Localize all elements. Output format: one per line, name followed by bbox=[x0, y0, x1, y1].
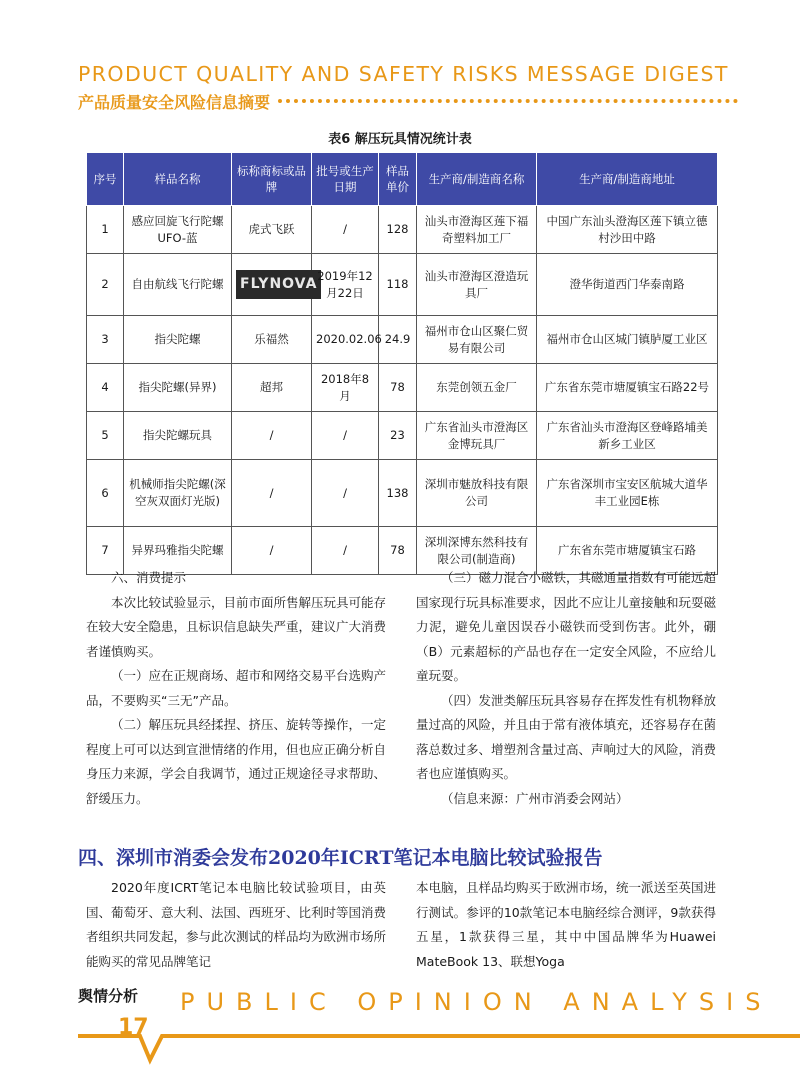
paragraph: （一）应在正规商场、超市和网络交易平台选购产品，不要购买“三无”产品。 bbox=[86, 668, 387, 708]
paragraph: （二）解压玩具经揉捏、挤压、旋转等操作，一定程度上可可以达到宣泄情绪的作用，但也应正确分析自身压力来源，学会自我调节，通过正规途径寻求帮助、舒缓压力。 bbox=[86, 717, 387, 806]
table-cell: 2 bbox=[87, 254, 124, 316]
table-cell: 2019年12月22日 bbox=[312, 254, 379, 316]
footer-label-en: PUBLIC OPINION ANALYSIS bbox=[180, 988, 773, 1016]
table-cell: 澄华街道西门华泰南路 bbox=[537, 254, 718, 316]
table-cell: 超邦 bbox=[232, 364, 312, 412]
table-cell: 虎式飞跃 bbox=[232, 206, 312, 254]
left-column bbox=[86, 566, 386, 811]
table-cell: / bbox=[232, 527, 312, 575]
header-cell: 序号 bbox=[87, 153, 124, 206]
header-cell: 生产商/制造商地址 bbox=[537, 153, 718, 206]
header-cell: 样品名称 bbox=[124, 153, 232, 206]
source-note: （信息来源：广州市消委会网站） bbox=[441, 790, 629, 806]
table-cell: 2020.02.06 bbox=[312, 316, 379, 364]
table-cell: 78 bbox=[379, 527, 417, 575]
paragraph: 2020年度ICRT笔记本电脑比较试验项目，由英国、葡萄牙、意大利、法国、西班牙、比利时等国消费者组织共同发起，参与此次测试的样品均为欧洲市场所能购买的常见品牌笔记 bbox=[86, 880, 387, 969]
table-row bbox=[87, 206, 718, 254]
table-cell: 东莞创领五金厂 bbox=[417, 364, 537, 412]
table-cell: 6 bbox=[87, 460, 124, 527]
table-cell: 指尖陀螺玩具 bbox=[124, 412, 232, 460]
section4-right-text bbox=[416, 876, 716, 974]
table-cell: 1 bbox=[87, 206, 124, 254]
header-cell: 生产商/制造商名称 bbox=[417, 153, 537, 206]
footer-chevron-rule bbox=[0, 1030, 800, 1070]
header-title-en: PRODUCT QUALITY AND SAFETY RISKS MESSAGE DIGEST bbox=[78, 62, 729, 86]
header-cell: 批号或生产日期 bbox=[312, 153, 379, 206]
brand-logo-cell bbox=[232, 254, 318, 316]
table-cell: 中国广东汕头澄海区莲下镇立德村沙田中路 bbox=[537, 206, 718, 254]
table-cell: 福州市仓山区聚仁贸易有限公司 bbox=[417, 316, 537, 364]
table-cell: 广东省汕头市澄海区登峰路埔美新乡工业区 bbox=[537, 412, 718, 460]
table-cell: 感应回旋飞行陀螺 UFO-蓝 bbox=[124, 206, 232, 254]
table-cell: 138 bbox=[379, 460, 417, 527]
table-title: 表6 解压玩具情况统计表 bbox=[328, 132, 472, 147]
table-cell: 118 bbox=[379, 254, 417, 316]
table-cell: 广东省东莞市塘厦镇宝石路 bbox=[537, 527, 718, 575]
table-cell: / bbox=[312, 460, 379, 527]
section-title: 四、深圳市消委会发布2020年ICRT笔记本电脑比较试验报告 bbox=[78, 847, 603, 869]
paragraph: （四）发泄类解压玩具容易存在挥发性有机物释放量过高的风险，并且由于常有液体填充，还容易存在菌落总数过多、增塑剂含量过高、声响过大的风险，消费者也应谨慎购买。 bbox=[416, 692, 717, 781]
table-cell: / bbox=[312, 412, 379, 460]
table-cell: 广东省汕头市澄海区金博玩具厂 bbox=[417, 412, 537, 460]
toy-stats-table bbox=[86, 152, 718, 575]
table-cell: 指尖陀螺 bbox=[124, 316, 232, 364]
table-cell: 3 bbox=[87, 316, 124, 364]
header-dotted-rule bbox=[278, 99, 738, 103]
table-row bbox=[87, 254, 718, 316]
right-column bbox=[416, 566, 716, 811]
table-cell: 指尖陀螺(异界) bbox=[124, 364, 232, 412]
table-row bbox=[87, 460, 718, 527]
table-cell: 24.9 bbox=[379, 316, 417, 364]
table-header-row bbox=[87, 153, 718, 206]
paragraph: 本电脑，且样品均购买于欧洲市场，统一派送至英国进行测试。参评的10款笔记本电脑经综合测评，9款获得五星，1款获得三星，其中中国品牌华为Huawei MateBook 13、联想Yoga bbox=[416, 880, 717, 969]
header-cell: 样品单价 bbox=[379, 153, 417, 206]
table-cell: 5 bbox=[87, 412, 124, 460]
table-cell: 深圳市魅放科技有限公司 bbox=[417, 460, 537, 527]
table-cell: 深圳深博东然科技有限公司(制造商) bbox=[417, 527, 537, 575]
table-cell: 汕头市澄海区莲下福奇塑料加工厂 bbox=[417, 206, 537, 254]
table-row bbox=[87, 316, 718, 364]
table-cell: 乐福然 bbox=[232, 316, 312, 364]
table-cell: / bbox=[232, 412, 312, 460]
flynova-logo: FLYNOVA bbox=[236, 270, 321, 299]
table-cell: / bbox=[312, 527, 379, 575]
section-heading-tips: 六、消费提示 bbox=[111, 570, 187, 585]
header-cell: 标称商标或品牌 bbox=[232, 153, 312, 206]
table-cell: / bbox=[232, 460, 312, 527]
table-row bbox=[87, 412, 718, 460]
table-cell: 7 bbox=[87, 527, 124, 575]
footer-label-cn: 舆情分析 bbox=[78, 987, 139, 1005]
paragraph: 本次比较试验显示，目前市面所售解压玩具可能存在较大安全隐患，且标识信息缺失严重，建议广大消费者谨慎购买。 bbox=[86, 594, 387, 659]
paragraph: （三）磁力混合小磁铁，其磁通量指数有可能远超国家现行玩具标准要求，因此不应让儿童接触和玩耍磁力泥，避免儿童因误吞小磁铁而受到伤害。此外，硼（B）元素超标的产品也存在一定安全风险，不应给儿童玩耍。 bbox=[416, 570, 717, 683]
table-cell: 广东省深圳市宝安区航城大道华丰工业园E栋 bbox=[537, 460, 718, 527]
table-cell: 汕头市澄海区澄造玩具厂 bbox=[417, 254, 537, 316]
table-cell: 自由航线飞行陀螺 bbox=[124, 254, 232, 316]
table-cell: 23 bbox=[379, 412, 417, 460]
section4-left-text bbox=[86, 876, 386, 974]
header-cn-row bbox=[78, 90, 738, 112]
table-cell: 128 bbox=[379, 206, 417, 254]
table-cell: 2018年8月 bbox=[312, 364, 379, 412]
header-title-cn: 产品质量安全风险信息摘要 bbox=[78, 92, 271, 112]
table-cell: / bbox=[312, 206, 379, 254]
table-cell: 机械师指尖陀螺(深空灰双面灯光版) bbox=[124, 460, 232, 527]
table-cell: 4 bbox=[87, 364, 124, 412]
page-number: 17 bbox=[118, 1015, 149, 1040]
table-cell: 福州市仓山区城门镇胪厦工业区 bbox=[537, 316, 718, 364]
table-row bbox=[87, 364, 718, 412]
table-cell: 广东省东莞市塘厦镇宝石路22号 bbox=[537, 364, 718, 412]
table-cell: 异界玛雅指尖陀螺 bbox=[124, 527, 232, 575]
table-cell: 78 bbox=[379, 364, 417, 412]
